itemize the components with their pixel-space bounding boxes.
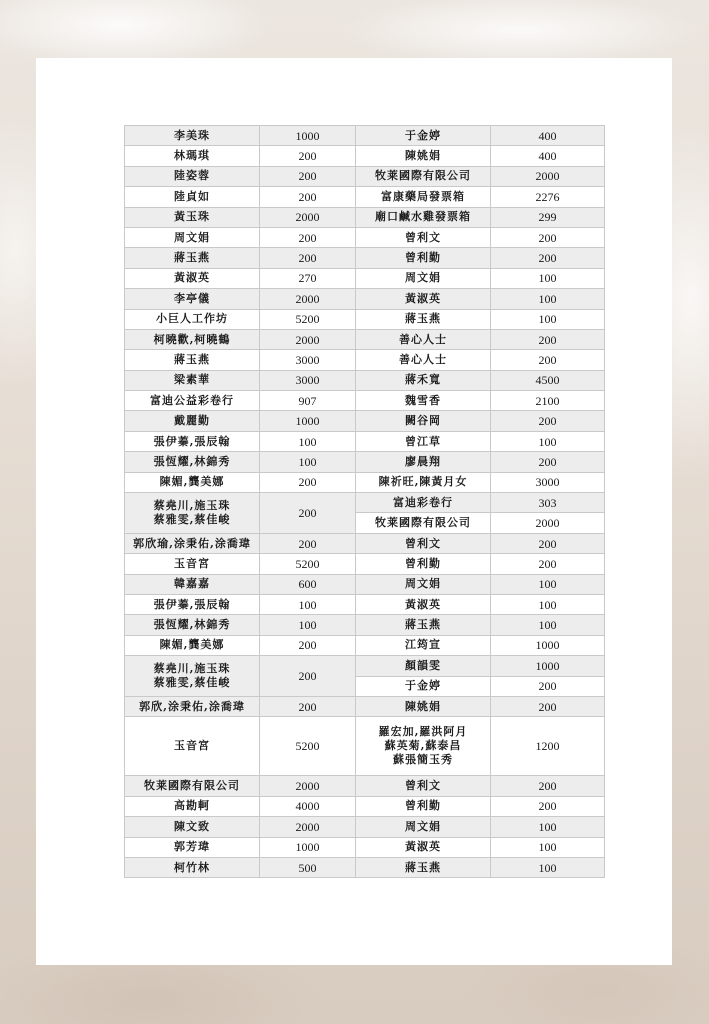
- amount-cell: 2000: [260, 776, 356, 796]
- table-row: [125, 329, 605, 349]
- donor-name-line: 蔡雅雯,蔡佳峻: [153, 512, 231, 526]
- table-row: [125, 656, 605, 676]
- amount-cell: 200: [491, 411, 605, 431]
- amount-cell: 3000: [260, 350, 356, 370]
- donor-name-cell: 陸姿蓉: [125, 166, 260, 186]
- table-row: [125, 796, 605, 816]
- donor-name-cell: 周文娟: [356, 574, 491, 594]
- amount-cell: 2276: [491, 187, 605, 207]
- donor-name-cell: 闕谷岡: [356, 411, 491, 431]
- table-row: [125, 717, 605, 776]
- amount-cell: 200: [260, 656, 356, 697]
- amount-cell: 3000: [260, 370, 356, 390]
- donor-name-cell: 曾利文: [356, 776, 491, 796]
- table-row: [125, 533, 605, 553]
- donor-name-cell: 黃淑英: [125, 268, 260, 288]
- table-row: [125, 452, 605, 472]
- donor-name-cell: 陸貞如: [125, 187, 260, 207]
- table-row: [125, 350, 605, 370]
- donor-name-cell: 玉音宮: [125, 717, 260, 776]
- table-row: [125, 554, 605, 574]
- amount-cell: 2000: [260, 289, 356, 309]
- amount-cell: 100: [491, 594, 605, 614]
- donor-name-cell: 郭芳瑋: [125, 837, 260, 857]
- table-row: [125, 837, 605, 857]
- amount-cell: 1000: [491, 635, 605, 655]
- donor-name-cell: 善心人士: [356, 329, 491, 349]
- amount-cell: 100: [260, 431, 356, 451]
- donor-name-cell: 陳文致: [125, 817, 260, 837]
- donor-name-cell: 曾江草: [356, 431, 491, 451]
- table-row: [125, 227, 605, 247]
- donation-table-body: [125, 126, 605, 878]
- amount-cell: 200: [260, 248, 356, 268]
- amount-cell: 200: [260, 493, 356, 534]
- donor-name-cell: 曾利勤: [356, 554, 491, 574]
- donation-table: [124, 125, 605, 878]
- donor-name-cell: 周文娟: [356, 268, 491, 288]
- donor-name-cell: 郭欣,涂秉佑,涂喬瑋: [125, 696, 260, 716]
- donor-name-cell: 曾利勤: [356, 248, 491, 268]
- donor-name-cell: 曾利文: [356, 227, 491, 247]
- table-row: [125, 431, 605, 451]
- amount-cell: 303: [491, 493, 605, 513]
- amount-cell: 200: [491, 227, 605, 247]
- amount-cell: 100: [260, 594, 356, 614]
- donor-name-cell: 林瑪琪: [125, 146, 260, 166]
- table-row: [125, 817, 605, 837]
- amount-cell: 100: [491, 289, 605, 309]
- donor-name-cell: 張恆耀,林錦秀: [125, 452, 260, 472]
- amount-cell: 2000: [491, 513, 605, 533]
- table-row: [125, 615, 605, 635]
- donor-name-line: 蔡堯川,施玉珠: [153, 662, 231, 676]
- amount-cell: 1000: [260, 837, 356, 857]
- table-row: [125, 472, 605, 492]
- table-row: [125, 248, 605, 268]
- donor-name-cell: 韓嘉嘉: [125, 574, 260, 594]
- donor-name-cell: 玉音宮: [125, 554, 260, 574]
- amount-cell: 4500: [491, 370, 605, 390]
- donor-name-cell: 曾利文: [356, 533, 491, 553]
- donor-name-cell: 廟口鹹水雞發票箱: [356, 207, 491, 227]
- donor-name-cell: 江筠宣: [356, 635, 491, 655]
- donor-name-cell: 于金婷: [356, 676, 491, 696]
- donor-name-cell: 富迪公益彩卷行: [125, 391, 260, 411]
- amount-cell: 200: [260, 187, 356, 207]
- donor-name-cell: 柯曉歡,柯曉鶴: [125, 329, 260, 349]
- amount-cell: 100: [491, 857, 605, 877]
- table-row: [125, 370, 605, 390]
- donor-name-cell: [356, 717, 491, 776]
- donor-name-cell: 蔣禾寬: [356, 370, 491, 390]
- donor-name-cell: 牧莱國際有限公司: [125, 776, 260, 796]
- table-row: [125, 309, 605, 329]
- donor-name-cell: 小巨人工作坊: [125, 309, 260, 329]
- donor-name-cell: 黃淑英: [356, 594, 491, 614]
- donor-name-cell: 蔣玉燕: [125, 248, 260, 268]
- donor-name-cell: 黃淑英: [356, 289, 491, 309]
- donor-name-cell: 牧莱國際有限公司: [356, 166, 491, 186]
- amount-cell: 200: [491, 329, 605, 349]
- amount-cell: 200: [260, 635, 356, 655]
- amount-cell: 1000: [260, 126, 356, 146]
- donor-name-cell: 廖晨翔: [356, 452, 491, 472]
- amount-cell: 200: [260, 533, 356, 553]
- amount-cell: 5200: [260, 717, 356, 776]
- donor-name-cell: [125, 656, 260, 697]
- amount-cell: 270: [260, 268, 356, 288]
- donor-name-cell: 陳媚,龔美娜: [125, 472, 260, 492]
- amount-cell: 2000: [260, 329, 356, 349]
- donor-name-cell: 顏韻雯: [356, 656, 491, 676]
- donor-name-cell: 周文娟: [125, 227, 260, 247]
- donor-name-cell: 陳媚,龔美娜: [125, 635, 260, 655]
- amount-cell: 200: [260, 227, 356, 247]
- amount-cell: 100: [491, 837, 605, 857]
- amount-cell: 299: [491, 207, 605, 227]
- table-row: [125, 126, 605, 146]
- donor-name-cell: 富康藥局發票箱: [356, 187, 491, 207]
- amount-cell: 2000: [260, 817, 356, 837]
- amount-cell: 1000: [260, 411, 356, 431]
- amount-cell: 500: [260, 857, 356, 877]
- donor-name-cell: 陳姚娟: [356, 146, 491, 166]
- table-row: [125, 574, 605, 594]
- donor-name-cell: 陳姚娟: [356, 696, 491, 716]
- table-row: [125, 594, 605, 614]
- table-row: [125, 146, 605, 166]
- amount-cell: 1000: [491, 656, 605, 676]
- amount-cell: 200: [491, 796, 605, 816]
- amount-cell: 5200: [260, 309, 356, 329]
- donor-name-cell: 曾利勤: [356, 796, 491, 816]
- amount-cell: 600: [260, 574, 356, 594]
- donor-name-cell: 富迪彩卷行: [356, 493, 491, 513]
- amount-cell: 200: [491, 676, 605, 696]
- amount-cell: 5200: [260, 554, 356, 574]
- donor-name-cell: 李亭儀: [125, 289, 260, 309]
- amount-cell: 100: [491, 574, 605, 594]
- table-row: [125, 187, 605, 207]
- amount-cell: 3000: [491, 472, 605, 492]
- amount-cell: 200: [491, 452, 605, 472]
- donor-name-cell: 蔣玉燕: [356, 309, 491, 329]
- amount-cell: 200: [260, 472, 356, 492]
- amount-cell: 200: [491, 696, 605, 716]
- amount-cell: 100: [260, 615, 356, 635]
- donor-name-cell: 戴麗勤: [125, 411, 260, 431]
- donor-name-cell: 張恆耀,林錦秀: [125, 615, 260, 635]
- donor-name-line: 蘇張簡玉秀: [393, 753, 453, 767]
- table-row: [125, 207, 605, 227]
- amount-cell: 2100: [491, 391, 605, 411]
- table-row: [125, 635, 605, 655]
- amount-cell: 200: [491, 554, 605, 574]
- table-row: [125, 289, 605, 309]
- table-row: [125, 166, 605, 186]
- amount-cell: 100: [491, 268, 605, 288]
- amount-cell: 100: [260, 452, 356, 472]
- amount-cell: 100: [491, 817, 605, 837]
- donor-name-cell: 張伊蓁,張辰翰: [125, 594, 260, 614]
- amount-cell: 400: [491, 126, 605, 146]
- amount-cell: 200: [260, 146, 356, 166]
- table-row: [125, 857, 605, 877]
- donor-name-cell: 黃玉珠: [125, 207, 260, 227]
- donor-name-cell: 李美珠: [125, 126, 260, 146]
- amount-cell: 200: [260, 166, 356, 186]
- donor-name-cell: 郭欣瑜,涂秉佑,涂喬瑋: [125, 533, 260, 553]
- amount-cell: 400: [491, 146, 605, 166]
- amount-cell: 100: [491, 431, 605, 451]
- table-row: [125, 776, 605, 796]
- donor-name-cell: 于金婷: [356, 126, 491, 146]
- amount-cell: 200: [260, 696, 356, 716]
- donor-name-cell: 高勘軻: [125, 796, 260, 816]
- donor-name-cell: 周文娟: [356, 817, 491, 837]
- donor-name-line: 蘇英菊,蘇泰昌: [384, 739, 462, 753]
- donor-name-cell: 蔣玉燕: [356, 615, 491, 635]
- table-row: [125, 493, 605, 513]
- donor-name-cell: 蔣玉燕: [356, 857, 491, 877]
- donor-name-cell: 牧莱國際有限公司: [356, 513, 491, 533]
- donor-name-cell: 蔣玉燕: [125, 350, 260, 370]
- amount-cell: 4000: [260, 796, 356, 816]
- amount-cell: 200: [491, 248, 605, 268]
- table-row: [125, 411, 605, 431]
- donor-name-line: 羅宏加,羅洪阿月: [378, 725, 468, 739]
- amount-cell: 907: [260, 391, 356, 411]
- donor-name-cell: 魏雪香: [356, 391, 491, 411]
- amount-cell: 200: [491, 350, 605, 370]
- donor-name-cell: 柯竹林: [125, 857, 260, 877]
- donor-name-cell: [125, 493, 260, 534]
- amount-cell: 100: [491, 309, 605, 329]
- donor-name-cell: 黃淑英: [356, 837, 491, 857]
- table-row: [125, 268, 605, 288]
- amount-cell: 1200: [491, 717, 605, 776]
- amount-cell: 200: [491, 533, 605, 553]
- amount-cell: 2000: [491, 166, 605, 186]
- donor-name-cell: 善心人士: [356, 350, 491, 370]
- table-row: [125, 696, 605, 716]
- donor-name-line: 蔡雅雯,蔡佳峻: [153, 676, 231, 690]
- amount-cell: 2000: [260, 207, 356, 227]
- amount-cell: 100: [491, 615, 605, 635]
- donor-name-cell: 陳祈旺,陳黃月女: [356, 472, 491, 492]
- donor-name-cell: 張伊蓁,張辰翰: [125, 431, 260, 451]
- amount-cell: 200: [491, 776, 605, 796]
- table-row: [125, 391, 605, 411]
- donor-name-line: 蔡堯川,施玉珠: [153, 498, 231, 512]
- donor-name-cell: 梁素華: [125, 370, 260, 390]
